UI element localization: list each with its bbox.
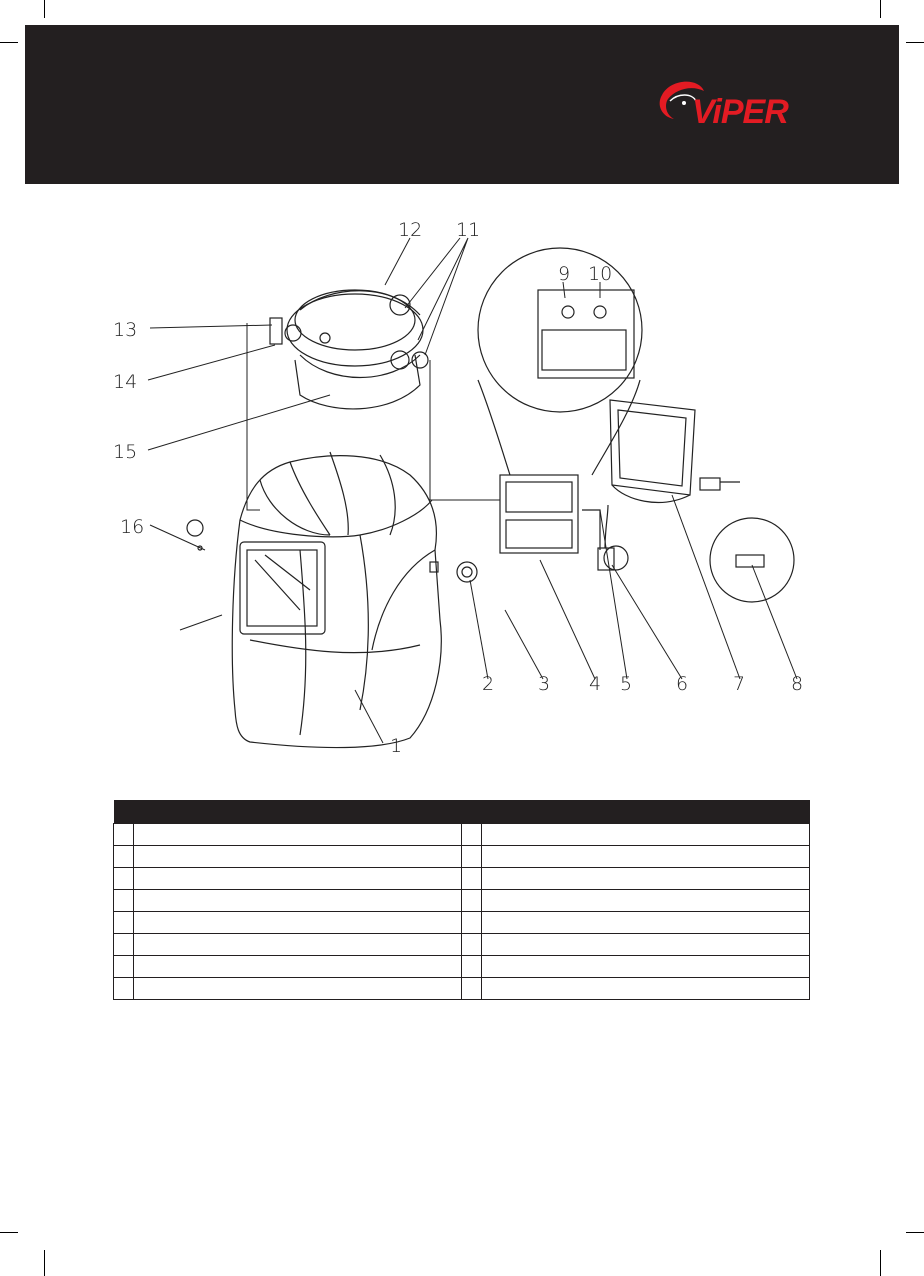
- table-header-row: [114, 800, 810, 824]
- crop-mark: [880, 0, 881, 18]
- table-cell-right-num: [462, 912, 482, 934]
- table-cell-right-desc: [482, 978, 810, 1000]
- table-cell-left-num: [114, 824, 134, 846]
- callout-14: 14: [113, 371, 138, 393]
- table-cell-right-num: [462, 868, 482, 890]
- callout-10: 10: [588, 263, 613, 285]
- filter-cartridge: [500, 475, 578, 553]
- crop-mark: [0, 1232, 18, 1233]
- table-cell-left-num: [114, 846, 134, 868]
- table-cell-right-desc: [482, 890, 810, 912]
- crop-mark: [906, 42, 924, 43]
- table-row: [114, 890, 810, 912]
- table-row: [114, 912, 810, 934]
- crop-mark: [0, 42, 18, 43]
- table-cell-left-num: [114, 956, 134, 978]
- table-cell-left-desc: [134, 868, 462, 890]
- callout-3: 3: [538, 673, 551, 695]
- callout-15: 15: [113, 441, 138, 463]
- table-row: [114, 868, 810, 890]
- parts-table: [113, 800, 810, 1000]
- callout-9: 9: [558, 263, 571, 285]
- table-cell-right-num: [462, 978, 482, 1000]
- crop-mark: [906, 1232, 924, 1233]
- svg-text:ViPER: ViPER: [692, 93, 788, 131]
- table-cell-right-desc: [482, 956, 810, 978]
- sensor-module: [598, 505, 628, 570]
- crop-mark: [44, 1250, 45, 1276]
- viper-logo: [640, 65, 820, 145]
- crop-mark: [880, 1250, 881, 1276]
- callout-2: 2: [482, 673, 495, 695]
- table-cell-right-desc: [482, 824, 810, 846]
- callout-4: 4: [589, 673, 602, 695]
- table-row: [114, 978, 810, 1000]
- table-cell-right-num: [462, 934, 482, 956]
- table-cell-left-desc: [134, 846, 462, 868]
- table-cell-right-num: [462, 890, 482, 912]
- table-cell-right-desc: [482, 934, 810, 956]
- table-cell-left-num: [114, 934, 134, 956]
- connector: [700, 478, 740, 490]
- table-row: [114, 824, 810, 846]
- callout-13: 13: [113, 319, 138, 341]
- retaining-frame: [610, 400, 695, 502]
- table-cell-right-num: [462, 846, 482, 868]
- table-cell-left-num: [114, 890, 134, 912]
- callout-7: 7: [733, 673, 746, 695]
- helmet-shell: [232, 452, 441, 748]
- crop-mark: [44, 0, 45, 18]
- detail-circle-connector: [710, 518, 794, 602]
- callout-16: 16: [120, 516, 145, 538]
- table-row: [114, 934, 810, 956]
- callout-11: 11: [456, 219, 481, 241]
- callout-12: 12: [398, 219, 423, 241]
- table-row: [114, 956, 810, 978]
- callout-5: 5: [620, 673, 633, 695]
- table-cell-right-num: [462, 824, 482, 846]
- table-cell-left-desc: [134, 934, 462, 956]
- table-cell-left-num: [114, 912, 134, 934]
- table-cell-left-desc: [134, 956, 462, 978]
- cover-lens: [582, 510, 600, 550]
- table-cell-left-num: [114, 868, 134, 890]
- table-cell-left-num: [114, 978, 134, 1000]
- table-cell-left-desc: [134, 890, 462, 912]
- table-cell-right-desc: [482, 868, 810, 890]
- table-cell-left-desc: [134, 912, 462, 934]
- callout-8: 8: [791, 673, 804, 695]
- table-cell-right-num: [462, 956, 482, 978]
- callout-6: 6: [676, 673, 689, 695]
- table-cell-left-desc: [134, 824, 462, 846]
- table-cell-right-desc: [482, 846, 810, 868]
- exploded-view-diagram: [0, 190, 924, 770]
- callout-1: 1: [390, 735, 403, 757]
- table-cell-left-desc: [134, 978, 462, 1000]
- table-cell-right-desc: [482, 912, 810, 934]
- headgear: [270, 290, 428, 409]
- table-row: [114, 846, 810, 868]
